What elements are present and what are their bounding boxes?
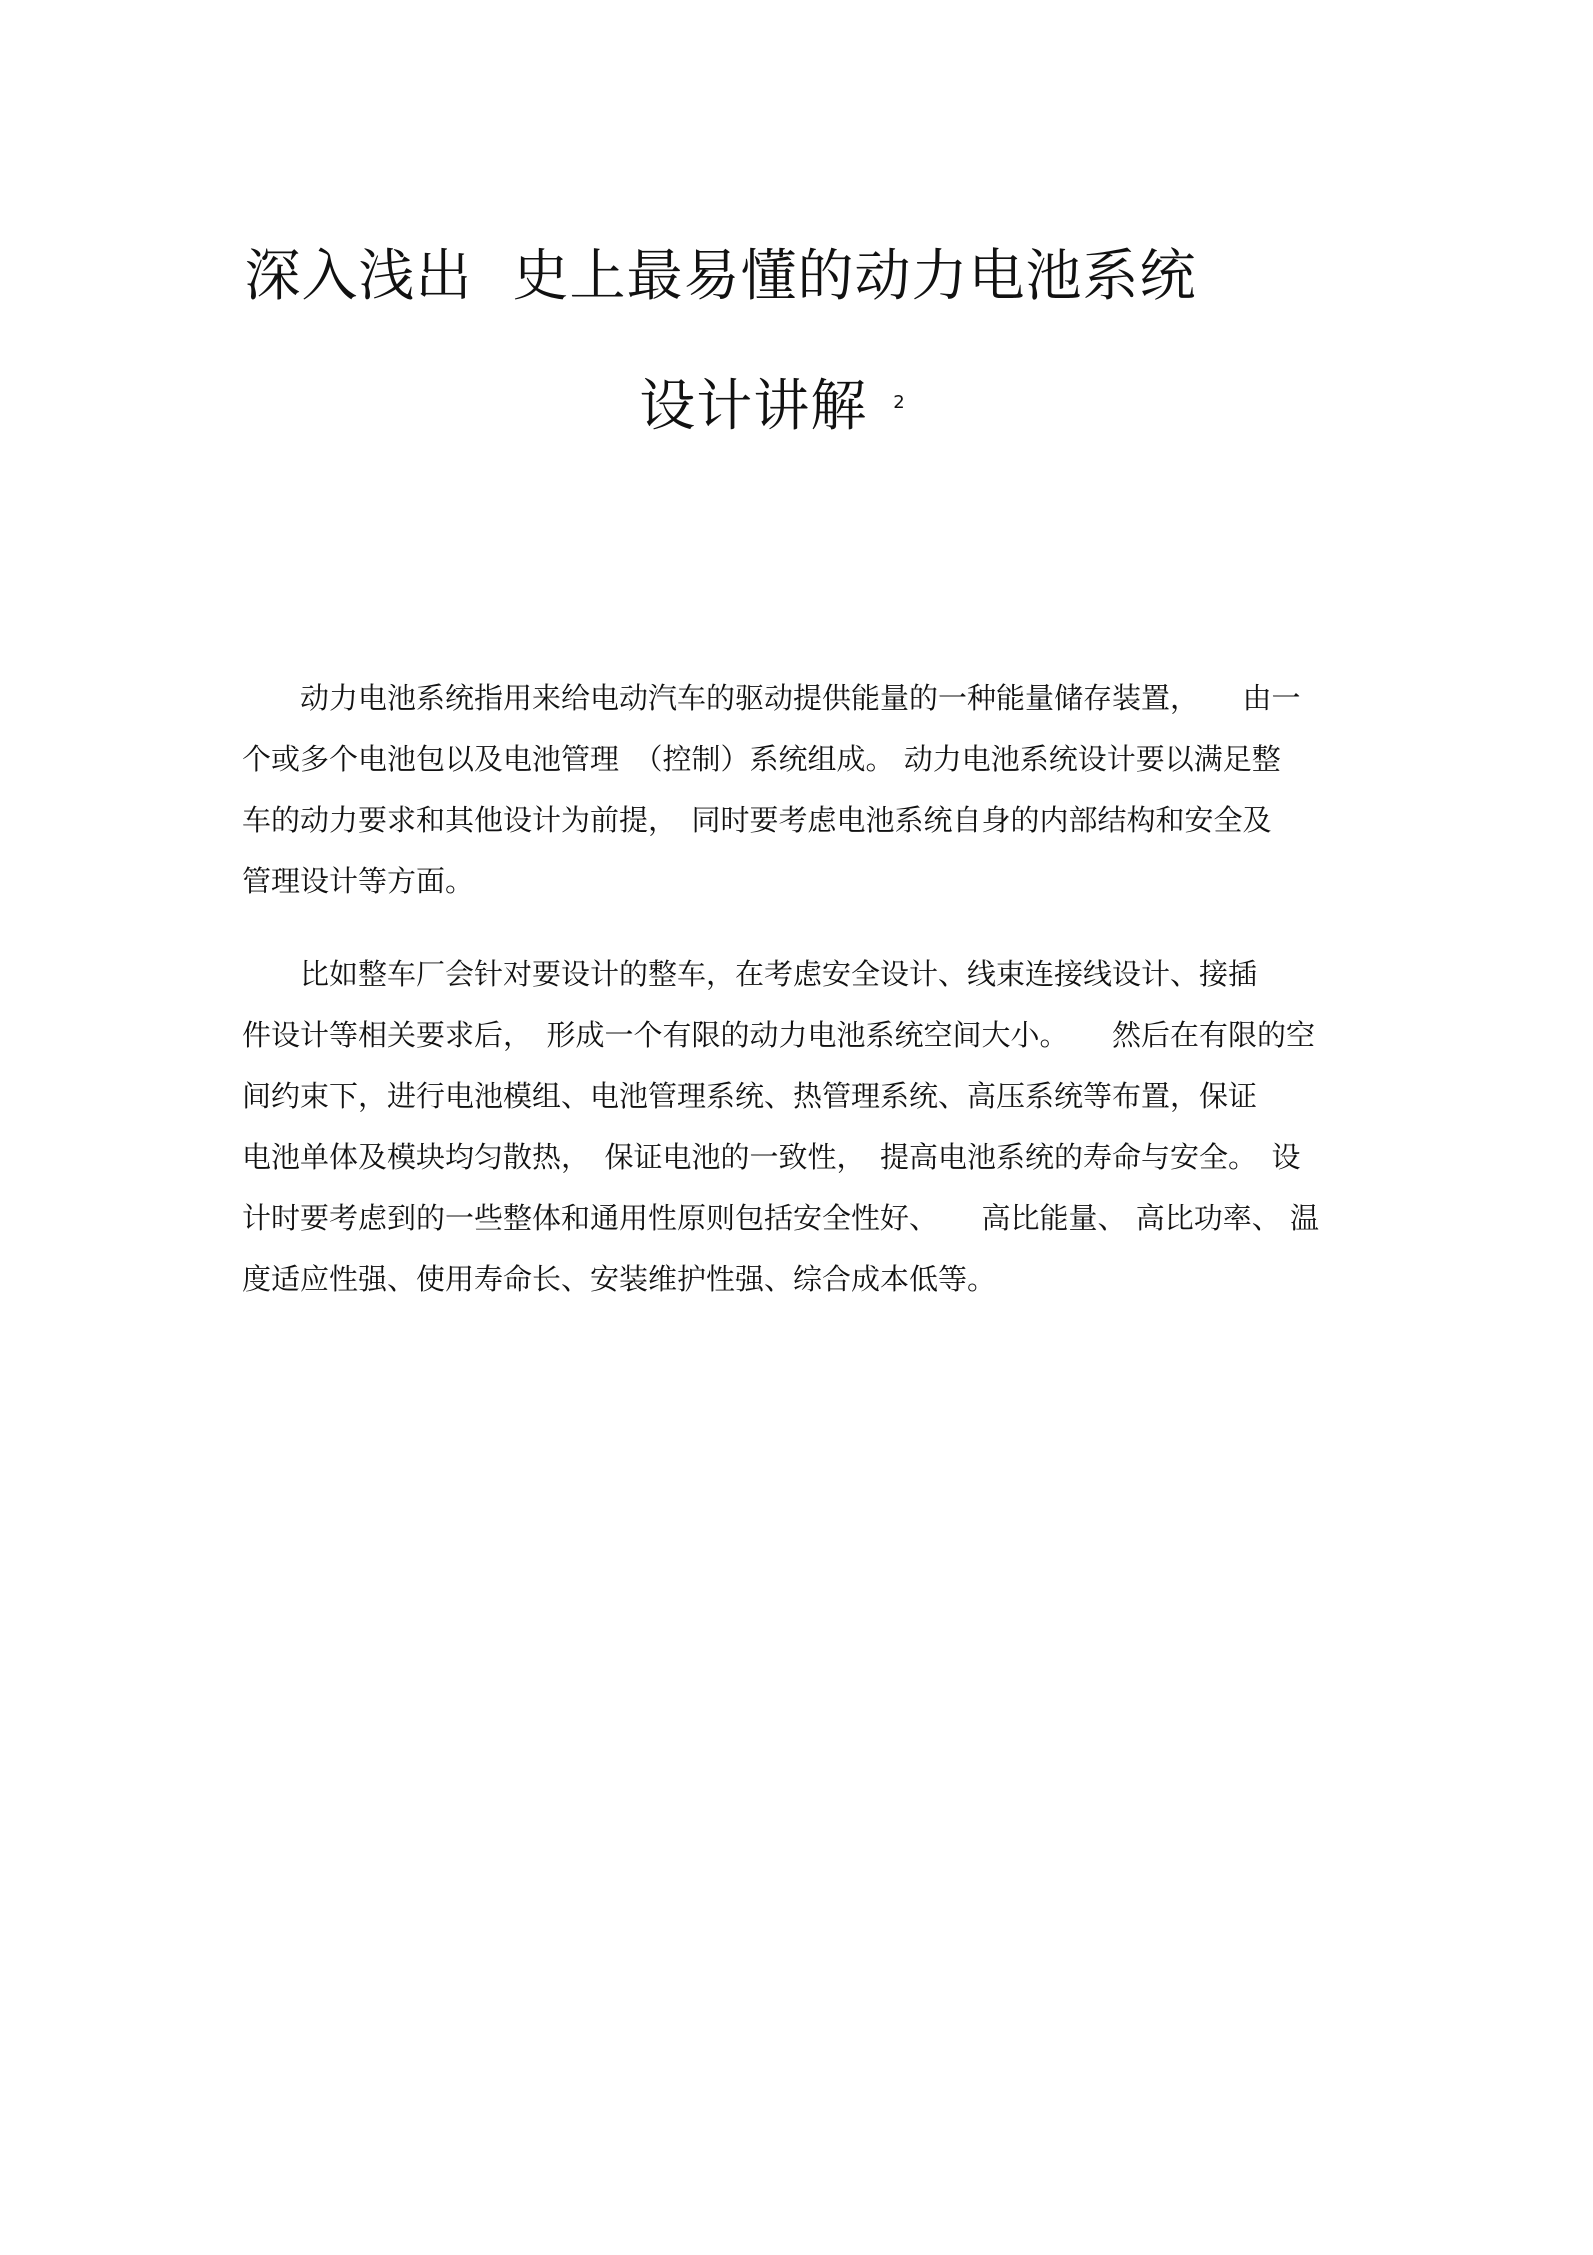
title-line-2-text: 设计讲解 — [639, 374, 868, 439]
page-title — [0, 232, 1517, 312]
title-part-2: 史上最易懂的动力电池系统 — [512, 244, 1197, 309]
paragraph-line: 车的动力要求和其他设计为前提， 同时要考虑电池系统自身的内部结构和安全及 — [242, 803, 1272, 837]
paragraph-line: 间约束下，进行电池模组、电池管理系统、热管理系统、高压系统等布置，保证 — [242, 1079, 1258, 1113]
paragraph-line: 件设计等相关要求后， 形成一个有限的动力电池系统空间大小。 然后在有限的空 — [242, 1018, 1316, 1052]
paragraph-line: 动力电池系统指用来给电动汽车的驱动提供能量的一种能量储存装置， 由一 — [300, 681, 1301, 715]
paragraph-line: 度适应性强、使用寿命长、安装维护性强、综合成本低等。 — [242, 1262, 997, 1296]
page-title-line-2 — [0, 362, 1569, 442]
page-number: 2 — [893, 392, 906, 413]
paragraph-line: 计时要考虑到的一些整体和通用性原则包括安全性好、 高比能量、 高比功率、 温 — [242, 1201, 1319, 1235]
body-paragraph-2 — [242, 944, 1362, 1310]
title-part-1: 深入浅出 — [244, 244, 473, 309]
paragraph-line: 个或多个电池包以及电池管理 （控制）系统组成。 动力电池系统设计要以满足整 — [242, 742, 1281, 776]
paragraph-line: 管理设计等方面。 — [242, 864, 475, 898]
paragraph-line: 电池单体及模块均匀散热， 保证电池的一致性， 提高电池系统的寿命与安全。 设 — [242, 1140, 1301, 1174]
paragraph-line: 比如整车厂会针对要设计的整车，在考虑安全设计、线束连接线设计、接插 — [300, 957, 1258, 991]
body-paragraph-1 — [242, 668, 1362, 912]
